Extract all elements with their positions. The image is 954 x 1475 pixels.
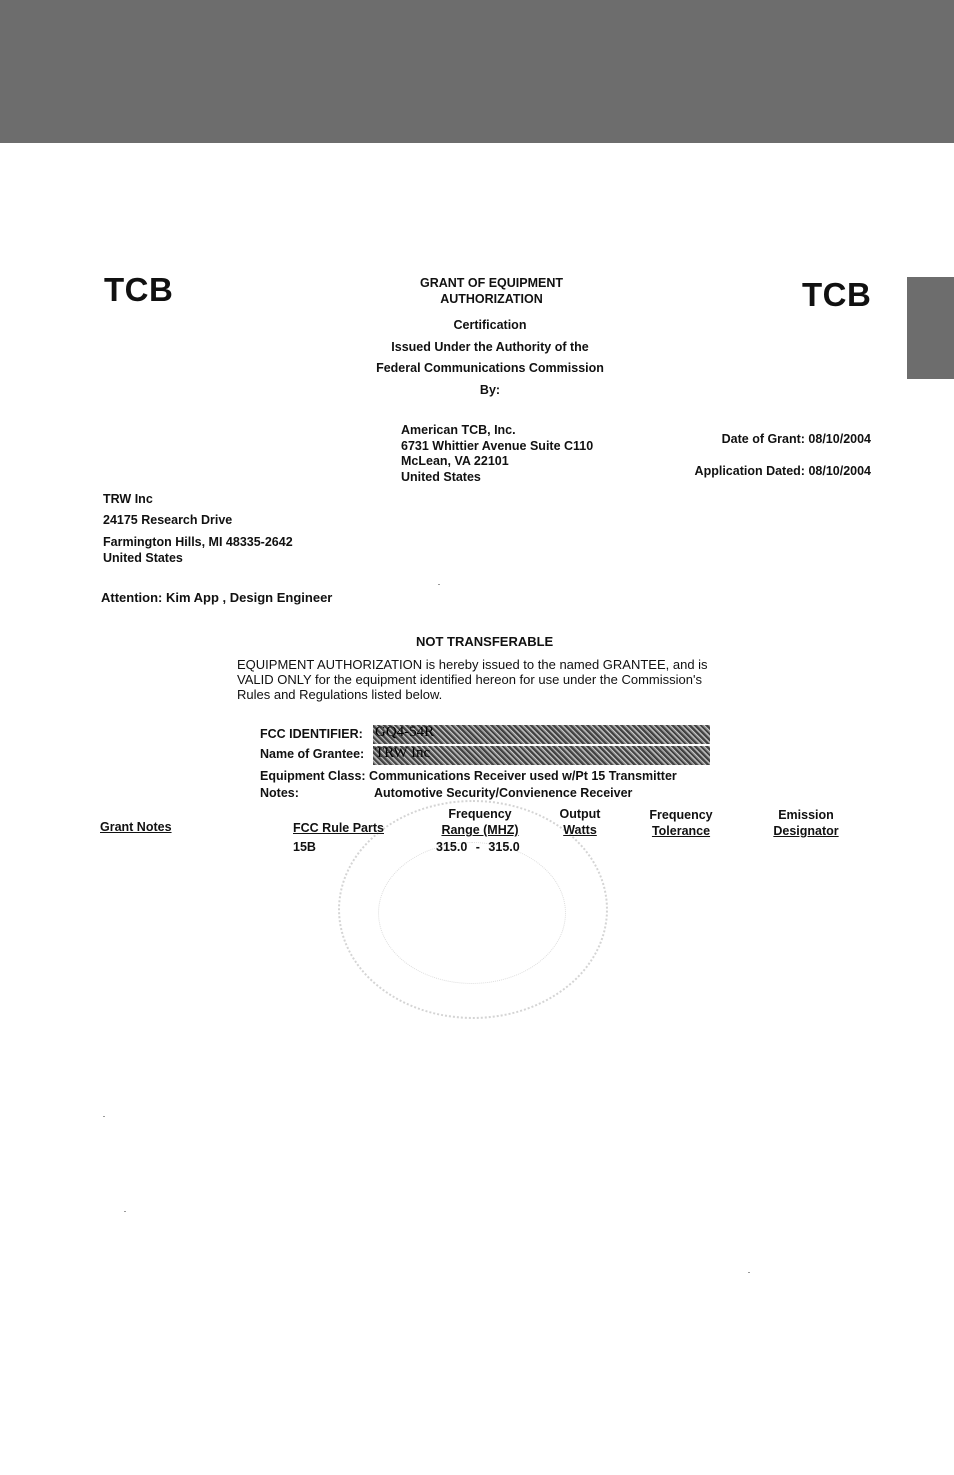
- grantee-label: Name of Grantee:: [260, 747, 365, 761]
- issuer-city: McLean, VA 22101: [401, 454, 509, 468]
- col-frequency-range-2: Range (MHZ): [441, 823, 519, 837]
- table-row-frequency: [436, 840, 520, 854]
- seal-watermark-inner: [378, 842, 566, 984]
- row-freq-low: 315.0: [436, 840, 468, 854]
- application-dated: Application Dated: 08/10/2004: [694, 464, 871, 478]
- grantee-value: TRW Inc: [375, 745, 431, 761]
- issuer-address: [401, 423, 593, 485]
- title-line-2: AUTHORIZATION: [440, 292, 543, 306]
- side-gray-tab: [907, 277, 954, 379]
- col-tolerance-2: Tolerance: [651, 824, 711, 838]
- scan-speck: [438, 584, 440, 585]
- col-emission-2: Designator: [773, 824, 839, 838]
- col-frequency-range-1: Frequency: [448, 807, 512, 821]
- col-output-watts: [545, 806, 615, 838]
- col-output-2: Watts: [563, 823, 597, 837]
- fcc-identifier-label: FCC IDENTIFIER:: [260, 727, 363, 741]
- issuer-country: United States: [401, 469, 481, 484]
- fcc-identifier-value: GQ4-54R: [375, 724, 435, 740]
- subtitle-authority: Issued Under the Authority of the: [391, 339, 589, 354]
- scan-speck: [103, 1116, 105, 1117]
- attention-line: Attention: Kim App , Design Engineer: [101, 590, 333, 605]
- date-of-grant: Date of Grant: 08/10/2004: [721, 432, 871, 446]
- title-line-1: GRANT OF EQUIPMENT: [419, 276, 564, 290]
- row-freq-sep: -: [475, 840, 480, 854]
- col-tolerance-1: Frequency: [649, 808, 713, 822]
- top-gray-band: [0, 0, 954, 143]
- row-freq-high: 315.0: [488, 840, 520, 854]
- grantee-city-block: [103, 534, 293, 566]
- grantee-city: Farmington Hills, MI 48335-2642: [103, 535, 293, 549]
- scan-speck: [124, 1211, 126, 1212]
- notice-line-2: VALID ONLY for the equipment identified hereon for use under the Commission's: [237, 672, 702, 687]
- subtitle-by: By:: [479, 382, 501, 397]
- col-frequency-range: [430, 806, 530, 838]
- row-rule-part: 15B: [293, 840, 316, 854]
- col-output-1: Output: [559, 807, 601, 821]
- issuer-name: American TCB, Inc.: [401, 423, 516, 437]
- notes-label: Notes:: [260, 786, 299, 800]
- not-transferable-heading: NOT TRANSFERABLE: [416, 634, 554, 649]
- col-rule-parts: FCC Rule Parts: [293, 821, 384, 835]
- tcb-logo-right: TCB: [802, 276, 872, 313]
- title-subtitle: [340, 315, 640, 401]
- grantee-country: United States: [103, 551, 183, 565]
- notice-line-3: Rules and Regulations listed below.: [237, 687, 443, 702]
- col-grant-notes: Grant Notes: [100, 820, 172, 834]
- grantee-street: 24175 Research Drive: [103, 513, 233, 527]
- col-frequency-tolerance: [638, 807, 724, 839]
- col-emission-designator: [764, 807, 848, 839]
- scan-speck: [748, 1272, 750, 1273]
- issuer-street: 6731 Whittier Avenue Suite C110: [401, 438, 594, 453]
- notice-line-1: EQUIPMENT AUTHORIZATION is hereby issued to the named GRANTEE, and is: [237, 657, 708, 672]
- tcb-logo-left: TCB: [104, 271, 174, 308]
- col-emission-1: Emission: [778, 808, 834, 822]
- document-title: [390, 275, 593, 307]
- grantee-name: TRW Inc: [103, 492, 153, 506]
- subtitle-commission: Federal Communications Commission: [376, 361, 604, 375]
- equipment-class: Equipment Class: Communications Receiver used w/Pt 15 Transmitter: [260, 769, 677, 783]
- notes-value: Automotive Security/Convienence Receiver: [374, 786, 633, 800]
- subtitle-certification: Certification: [453, 318, 527, 332]
- authorization-notice: [237, 657, 737, 702]
